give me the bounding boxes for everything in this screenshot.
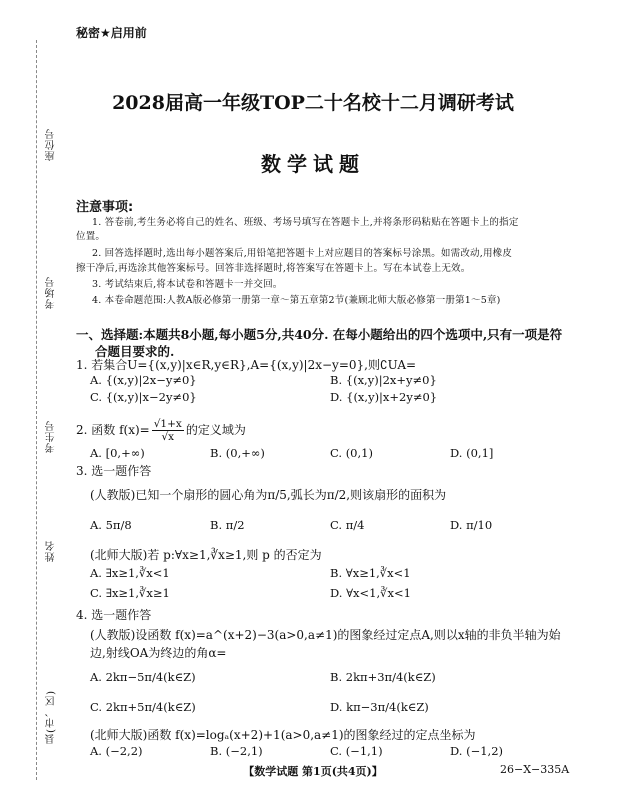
student-number-label: 考生号 — [46, 420, 57, 453]
county-label: 县(市、区) — [46, 690, 57, 744]
q4-rj-option-b: B. 2kπ+3π/4(k∈Z) — [330, 670, 436, 684]
q3-bs-option-d: D. ∀x<1,∛x<1 — [330, 586, 411, 600]
page-footer: 【数学试题 第1页(共4页)】 — [243, 765, 383, 778]
q2-numerator: √1+x — [153, 418, 182, 430]
name-label: 姓名 — [46, 540, 57, 562]
q4-rj-option-d: D. kπ−3π/4(k∈Z) — [330, 700, 429, 714]
q4-rj-option-c: C. 2kπ+5π/4(k∈Z) — [90, 700, 196, 714]
q1-option-c: C. {(x,y)|x−2y≠0} — [90, 390, 197, 404]
notice-item: 2. 回答选择题时,选出每小题答案后,用铅笔把答题卡上对应题目的答案标号涂黑。如需改动,用橡皮 — [92, 248, 513, 259]
notice-heading: 注意事项: — [76, 200, 134, 215]
q1-option-b: B. {(x,y)|2x+y≠0} — [330, 373, 437, 387]
q3-bs-option-c: C. ∃x≥1,∛x≥1 — [90, 586, 170, 600]
q3-bs-option-a: A. ∃x≥1,∛x<1 — [90, 566, 170, 580]
notice-item: 擦干净后,再选涂其他答案标号。回答非选择题时,将答案写在答题卡上。写在本试卷上无效。 — [76, 263, 471, 274]
question-3-stem: 3. 选一题作答 — [76, 464, 152, 478]
question-4-stem: 4. 选一题作答 — [76, 608, 152, 622]
section-heading-cont: 合题目要求的. — [95, 344, 175, 359]
q4-bs-option-a: A. (−2,2) — [90, 744, 143, 758]
confidential-mark: 秘密★启用前 — [76, 26, 147, 40]
q2-fraction — [152, 418, 184, 443]
q3-bs-stem: (北师大版)若 p:∀x≥1,∛x≥1,则 p 的否定为 — [90, 548, 322, 562]
question-2-stem — [76, 418, 246, 443]
paper-code: 26−X−335A — [500, 763, 570, 776]
q1-option-a: A. {(x,y)|2x−y≠0} — [90, 373, 197, 387]
q1-option-d: D. {(x,y)|x+2y≠0} — [330, 390, 438, 404]
notice-item: 4. 本卷命题范围:人教A版必修第一册第一章～第五章第2节(兼顾北师大版必修第一册第1～5章) — [92, 295, 501, 306]
q4-bs-option-d: D. (−1,2) — [450, 744, 504, 758]
notice-item: 1. 答卷前,考生务必将自己的姓名、班级、考场号填写在答题卡上,并将条形码粘贴在答题卡上的指定 — [92, 217, 519, 228]
q2-option-c: C. (0,1) — [330, 446, 373, 460]
q3-rj-stem: (人教版)已知一个扇形的圆心角为π/5,弧长为π/2,则该扇形的面积为 — [90, 488, 447, 502]
exam-title: 2028届高一年级TOP二十名校十二月调研考试 — [112, 92, 514, 114]
q4-bs-stem: (北师大版)函数 f(x)=logₐ(x+2)+1(a>0,a≠1)的图象经过的定点坐标为 — [90, 728, 476, 742]
q2-option-d: D. (0,1] — [450, 446, 494, 460]
seat-number-label: 座位号 — [46, 128, 57, 161]
q4-rj-option-a: A. 2kπ−5π/4(k∈Z) — [90, 670, 196, 684]
q4-rj-stem-1: (人教版)设函数 f(x)=a^(x+2)−3(a>0,a≠1)的图象经过定点A,则以x轴的非负半轴为始 — [90, 628, 561, 642]
q3-rj-option-d: D. π/10 — [450, 518, 493, 532]
question-1-stem: 1. 若集合U={(x,y)|x∈R,y∈R},A={(x,y)|2x−y=0},则∁UA= — [76, 358, 417, 372]
q2-stem-post: 的定义域为 — [185, 423, 246, 437]
exam-room-label: 考场号 — [46, 276, 57, 309]
q2-stem-pre: 2. 函数 f(x)= — [76, 423, 150, 437]
q2-denominator: √x — [161, 431, 175, 443]
q4-rj-stem-2: 边,射线OA为终边的角α= — [90, 646, 227, 660]
q2-option-b: B. (0,+∞) — [210, 446, 265, 460]
q2-option-a: A. [0,+∞) — [90, 446, 145, 460]
q3-rj-option-a: A. 5π/8 — [90, 518, 132, 532]
notice-item: 位置。 — [76, 231, 106, 242]
q3-rj-option-c: C. π/4 — [330, 518, 365, 532]
subject-title: 数学试题 — [261, 152, 365, 176]
q3-bs-option-b: B. ∀x≥1,∛x<1 — [330, 566, 411, 580]
notice-item: 3. 考试结束后,将本试卷和答题卡一并交回。 — [92, 279, 283, 290]
section-heading: 一、选择题:本题共8小题,每小题5分,共40分. 在每小题给出的四个选项中,只有一项是符 — [76, 327, 563, 342]
q4-bs-option-b: B. (−2,1) — [210, 744, 263, 758]
q3-rj-option-b: B. π/2 — [210, 518, 245, 532]
q4-bs-option-c: C. (−1,1) — [330, 744, 383, 758]
